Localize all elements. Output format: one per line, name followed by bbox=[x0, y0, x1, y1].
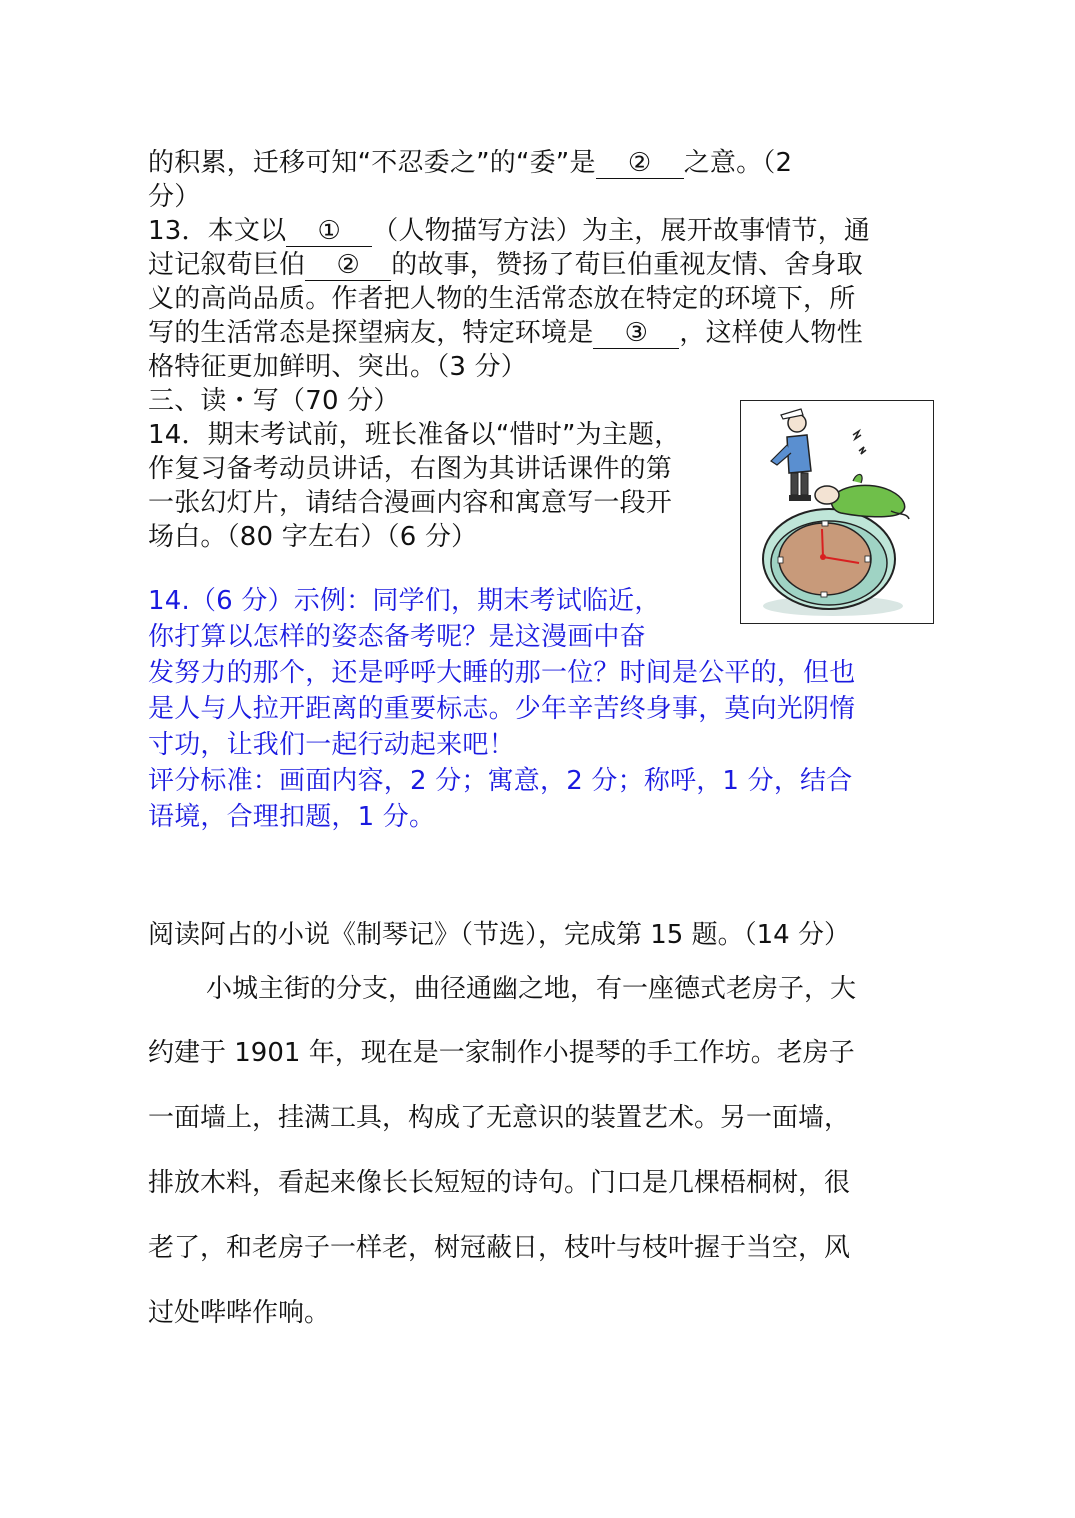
q13-text: 13．本文以 bbox=[148, 216, 287, 246]
q12-line-2: 分） bbox=[148, 182, 201, 212]
q13-line-3: 义的高尚品质。作者把人物的生活常态放在特定的环境下，所 bbox=[148, 284, 856, 314]
answer-blank-2: ② bbox=[596, 148, 684, 179]
passage-line-1: 小城主街的分支，曲径通幽之地，有一座德式老房子，大 bbox=[206, 974, 857, 1004]
q14-line-4: 场白。（80 字左右）（6 分） bbox=[148, 522, 478, 552]
answer-blank-1: ① bbox=[286, 216, 372, 247]
passage-line-6: 过处哔哔作响。 bbox=[148, 1298, 331, 1328]
q13-text-post: ，这样使人物性 bbox=[679, 318, 863, 348]
clock-cartoon-icon bbox=[741, 401, 934, 624]
q13-text-post: 的故事，赞扬了荀巨伯重视友情、舍身取 bbox=[391, 250, 863, 280]
answer-line-5: 寸功，让我们一起行动起来吧！ bbox=[148, 730, 515, 760]
q13-line-4 bbox=[148, 316, 863, 350]
q14-line-2: 作复习备考动员讲话，右图为其讲话课件的第 bbox=[148, 454, 673, 484]
q12-line-1 bbox=[148, 146, 792, 180]
q14-line-3: 一张幻灯片，请结合漫画内容和寓意写一段开 bbox=[148, 488, 673, 518]
answer-blank-3: ③ bbox=[593, 318, 679, 349]
q13-text-post: （人物描写方法）为主，展开故事情节，通 bbox=[372, 216, 871, 246]
passage-line-3: 一面墙上，挂满工具，构成了无意识的装置艺术。另一面墙， bbox=[148, 1103, 851, 1133]
q13-line-5: 格特征更加鲜明、突出。（3 分） bbox=[148, 352, 528, 382]
answer-line-3: 发努力的那个，还是呼呼大睡的那一位？时间是公平的，但也 bbox=[148, 658, 856, 688]
reading-intro: 阅读阿占的小说《制琴记》（节选），完成第 15 题。（14 分） bbox=[148, 920, 850, 950]
q13-text: 过记叙荀巨伯 bbox=[148, 250, 306, 280]
q13-line-1 bbox=[148, 214, 870, 248]
answer-line-2: 你打算以怎样的姿态备考呢？是这漫画中奋 bbox=[148, 622, 646, 652]
answer-line-4: 是人与人拉开距离的重要标志。少年辛苦终身事，莫向光阴惰 bbox=[148, 694, 856, 724]
q13-line-2 bbox=[148, 248, 863, 282]
passage-line-4: 排放木料，看起来像长长短短的诗句。门口是几棵梧桐树，很 bbox=[148, 1168, 851, 1198]
passage-line-2: 约建于 1901 年，现在是一家制作小提琴的手工作坊。老房子 bbox=[148, 1038, 855, 1068]
q12-text: 的积累，迁移可知“不忍委之”的“委”是 bbox=[148, 148, 596, 178]
passage-line-5: 老了，和老房子一样老，树冠蔽日，枝叶与枝叶握于当空，风 bbox=[148, 1233, 851, 1263]
q13-text: 写的生活常态是探望病友，特定环境是 bbox=[148, 318, 594, 348]
scoring-line-1: 评分标准：画面内容，2 分；寓意，2 分；称呼，1 分，结合 bbox=[148, 766, 853, 796]
q12-text-post: 之意。（2 bbox=[683, 148, 793, 178]
answer-line-1: 14.（6 分）示例：同学们，期末考试临近， bbox=[148, 586, 661, 616]
q14-line-1: 14．期末考试前，班长准备以“惜时”为主题， bbox=[148, 420, 681, 450]
section-heading: 三、读・写（70 分） bbox=[148, 386, 400, 416]
answer-blank-2: ② bbox=[305, 250, 391, 281]
scoring-line-2: 语境，合理扣题，1 分。 bbox=[148, 802, 436, 832]
cartoon-illustration bbox=[740, 400, 934, 624]
